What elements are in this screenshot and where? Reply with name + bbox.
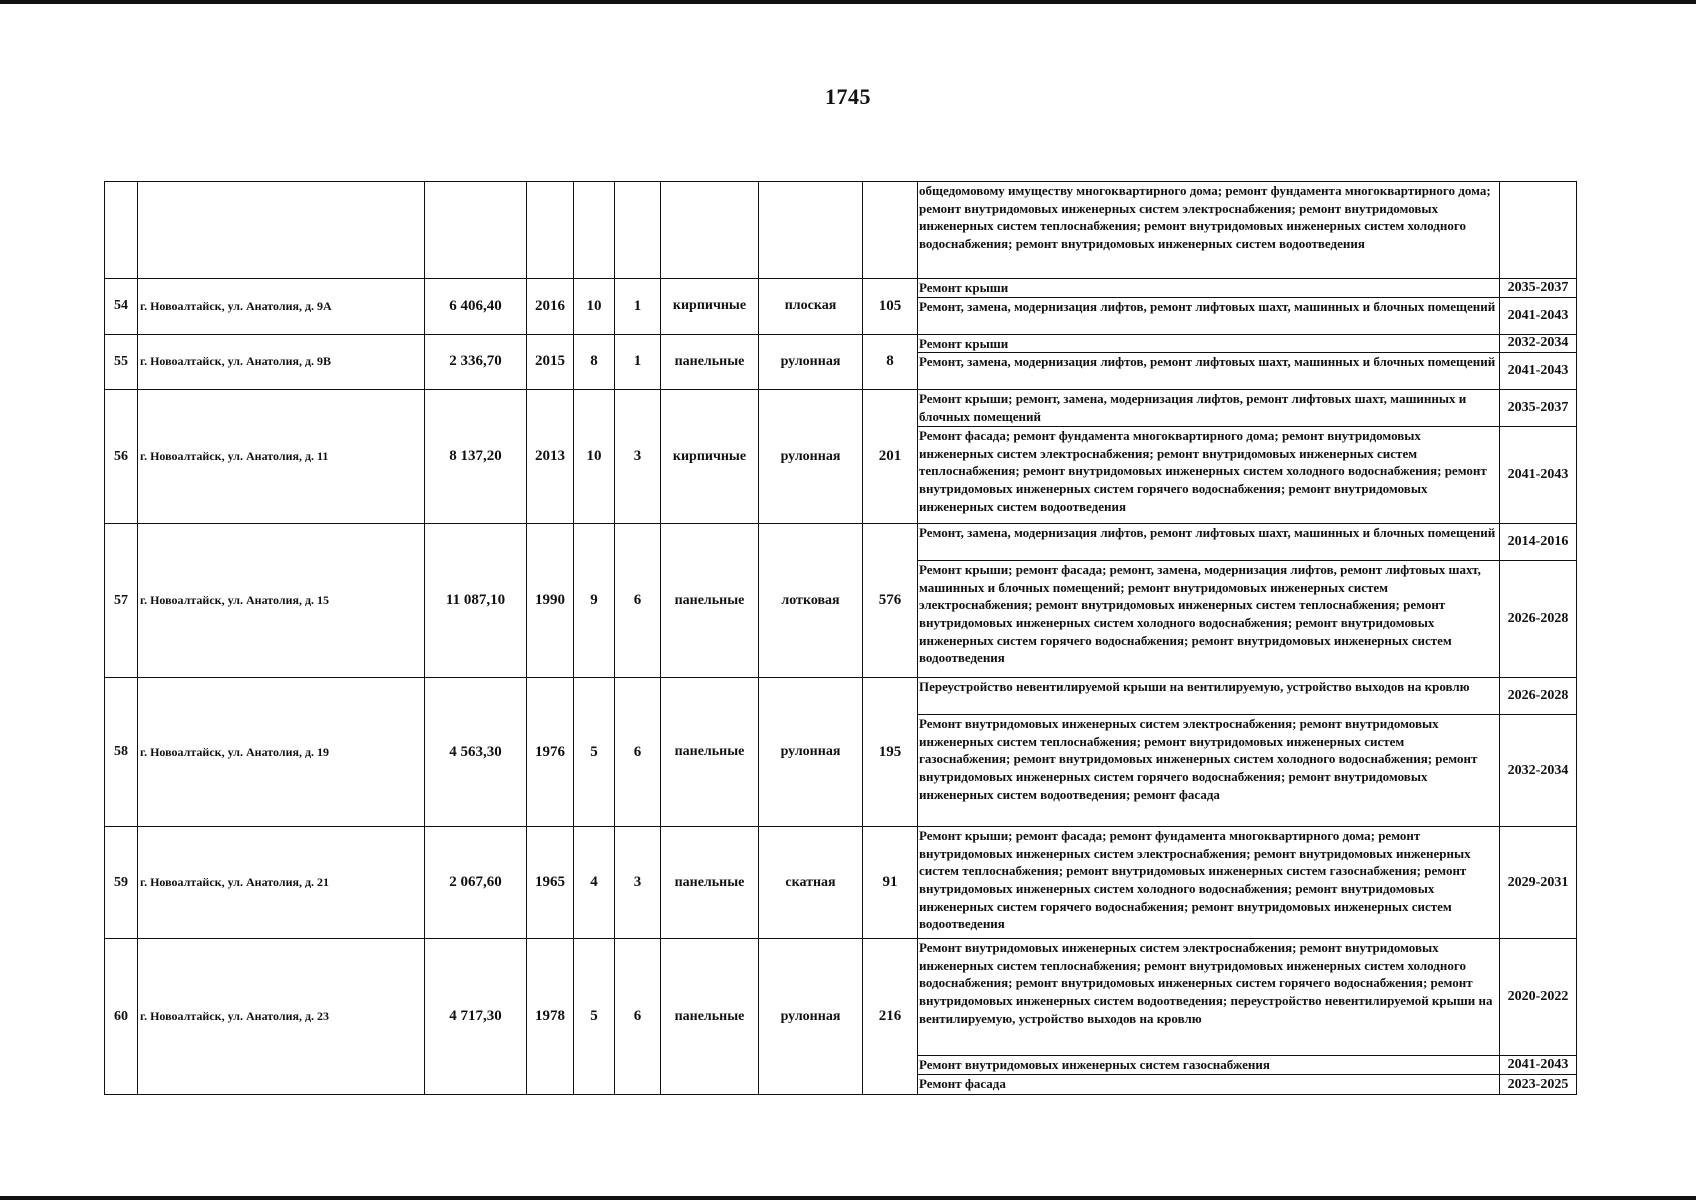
cell-address: г. Новоалтайск, ул. Анатолия, д. 9В xyxy=(138,334,425,390)
cell-num: 56 xyxy=(105,390,138,524)
cell-period: 2041-2043 xyxy=(1500,297,1577,334)
scan-top-edge xyxy=(0,0,1696,4)
cell-works: Ремонт крыши xyxy=(918,334,1500,353)
table-row xyxy=(105,279,1577,298)
cell-roof: рулонная xyxy=(759,939,863,1095)
cell-roof xyxy=(759,182,863,279)
cell-num: 54 xyxy=(105,279,138,335)
cell-roof: рулонная xyxy=(759,390,863,524)
cell-num xyxy=(105,182,138,279)
cell-roof: лотковая xyxy=(759,524,863,678)
cell-area: 8 137,20 xyxy=(425,390,527,524)
cell-flats: 195 xyxy=(863,678,918,827)
cell-area: 11 087,10 xyxy=(425,524,527,678)
cell-walls: панельные xyxy=(661,334,759,390)
cell-walls: кирпичные xyxy=(661,390,759,524)
cell-num: 60 xyxy=(105,939,138,1095)
cell-period: 2029-2031 xyxy=(1500,827,1577,939)
cell-area: 6 406,40 xyxy=(425,279,527,335)
cell-works: Ремонт крыши; ремонт фасада; ремонт, замена, модернизация лифтов, ремонт лифтовых шахт, машинных и блочных помещений; ремонт внутридомовых инженерных систем электроснабжения; ремонт внутридомовых инженерных систем теплоснабжения; ремонт внутридомовых инженерных систем холодного водоснабжения; ремонт внутридомовых инженерных систем горячего водоснабжения; ремонт внутридомовых инженерных систем водоотведения xyxy=(918,561,1500,678)
cell-period: 2023-2025 xyxy=(1500,1075,1577,1095)
cell-floors: 5 xyxy=(574,939,615,1095)
cell-works: Ремонт, замена, модернизация лифтов, ремонт лифтовых шахт, машинных и блочных помещений xyxy=(918,524,1500,561)
cell-flats xyxy=(863,182,918,279)
cell-area: 4 717,30 xyxy=(425,939,527,1095)
cell-period: 2026-2028 xyxy=(1500,678,1577,715)
cell-works: Ремонт внутридомовых инженерных систем электроснабжения; ремонт внутридомовых инженерных систем теплоснабжения; ремонт внутридомовых инженерных систем газоснабжения; ремонт внутридомовых инженерных систем холодного водоснабжения; ремонт внутридомовых инженерных систем горячего водоснабжения; ремонт внутридомовых инженерных систем водоотведения; ремонт фасада xyxy=(918,715,1500,827)
cell-works: общедомовому имуществу многоквартирного дома; ремонт фундамента многоквартирного дома; ремонт внутридомовых инженерных систем электроснабжения; ремонт внутридомовых инженерных систем теплоснабжения; ремонт внутридомовых инженерных систем холодного водоснабжения; ремонт внутридомовых инженерных систем водоотведения xyxy=(918,182,1500,279)
cell-area: 4 563,30 xyxy=(425,678,527,827)
cell-year: 1978 xyxy=(527,939,574,1095)
cell-address: г. Новоалтайск, ул. Анатолия, д. 9А xyxy=(138,279,425,335)
table-row xyxy=(105,524,1577,561)
cell-flats: 201 xyxy=(863,390,918,524)
cell-floors: 9 xyxy=(574,524,615,678)
cell-roof: плоская xyxy=(759,279,863,335)
cell-floors: 8 xyxy=(574,334,615,390)
cell-num: 57 xyxy=(105,524,138,678)
cell-num: 59 xyxy=(105,827,138,939)
cell-works: Ремонт фасада xyxy=(918,1075,1500,1095)
cell-flats: 91 xyxy=(863,827,918,939)
cell-flats: 8 xyxy=(863,334,918,390)
table-row xyxy=(105,390,1577,427)
cell-roof: скатная xyxy=(759,827,863,939)
cell-entrances: 3 xyxy=(615,390,661,524)
cell-period: 2041-2043 xyxy=(1500,427,1577,524)
cell-flats: 216 xyxy=(863,939,918,1095)
cell-period: 2032-2034 xyxy=(1500,715,1577,827)
cell-period: 2032-2034 xyxy=(1500,334,1577,353)
cell-works: Ремонт крыши; ремонт фасада; ремонт фундамента многоквартирного дома; ремонт внутридомовых инженерных систем электроснабжения; ремонт внутридомовых инженерных систем теплоснабжения; ремонт внутридомовых инженерных систем газоснабжения; ремонт внутридомовых инженерных систем холодного водоснабжения; ремонт внутридомовых инженерных систем горячего водоснабжения; ремонт внутридомовых инженерных систем водоотведения xyxy=(918,827,1500,939)
table-row xyxy=(105,678,1577,715)
cell-flats: 576 xyxy=(863,524,918,678)
cell-entrances: 1 xyxy=(615,334,661,390)
cell-works: Ремонт, замена, модернизация лифтов, ремонт лифтовых шахт, машинных и блочных помещений xyxy=(918,353,1500,390)
cell-entrances xyxy=(615,182,661,279)
cell-year: 2016 xyxy=(527,279,574,335)
cell-period: 2035-2037 xyxy=(1500,390,1577,427)
cell-period: 2020-2022 xyxy=(1500,939,1577,1056)
cell-roof: рулонная xyxy=(759,334,863,390)
cell-year: 1990 xyxy=(527,524,574,678)
cell-works: Ремонт, замена, модернизация лифтов, ремонт лифтовых шахт, машинных и блочных помещений xyxy=(918,297,1500,334)
cell-floors: 4 xyxy=(574,827,615,939)
cell-works: Ремонт фасада; ремонт фундамента многоквартирного дома; ремонт внутридомовых инженерных систем электроснабжения; ремонт внутридомовых инженерных систем теплоснабжения; ремонт внутридомовых инженерных систем холодного водоснабжения; ремонт внутридомовых инженерных систем горячего водоснабжения; ремонт внутридомовых инженерных систем водоотведения xyxy=(918,427,1500,524)
cell-address: г. Новоалтайск, ул. Анатолия, д. 23 xyxy=(138,939,425,1095)
cell-year: 1976 xyxy=(527,678,574,827)
cell-walls: панельные xyxy=(661,939,759,1095)
cell-floors: 5 xyxy=(574,678,615,827)
cell-address: г. Новоалтайск, ул. Анатолия, д. 11 xyxy=(138,390,425,524)
cell-year: 2013 xyxy=(527,390,574,524)
cell-walls xyxy=(661,182,759,279)
page-number: 1745 xyxy=(825,84,871,109)
table-row xyxy=(105,334,1577,353)
cell-num: 55 xyxy=(105,334,138,390)
cell-num: 58 xyxy=(105,678,138,827)
cell-year xyxy=(527,182,574,279)
cell-floors xyxy=(574,182,615,279)
cell-address: г. Новоалтайск, ул. Анатолия, д. 19 xyxy=(138,678,425,827)
cell-works: Ремонт внутридомовых инженерных систем газоснабжения xyxy=(918,1056,1500,1075)
cell-works: Ремонт внутридомовых инженерных систем электроснабжения; ремонт внутридомовых инженерных систем теплоснабжения; ремонт внутридомовых инженерных систем холодного водоснабжения; ремонт внутридомовых инженерных систем горячего водоснабжения; ремонт внутридомовых инженерных систем водоотведения; переустройство невентилируемой крыши на вентилируемую, устройство выходов на кровлю xyxy=(918,939,1500,1056)
cell-period: 2014-2016 xyxy=(1500,524,1577,561)
cell-address: г. Новоалтайск, ул. Анатолия, д. 15 xyxy=(138,524,425,678)
cell-area: 2 336,70 xyxy=(425,334,527,390)
cell-works: Ремонт крыши xyxy=(918,279,1500,298)
cell-address: г. Новоалтайск, ул. Анатолия, д. 21 xyxy=(138,827,425,939)
cell-period: 2041-2043 xyxy=(1500,1056,1577,1075)
cell-flats: 105 xyxy=(863,279,918,335)
table-row xyxy=(105,827,1577,939)
cell-works: Переустройство невентилируемой крыши на вентилируемую, устройство выходов на кровлю xyxy=(918,678,1500,715)
continuation-row xyxy=(105,182,1577,279)
cell-walls: панельные xyxy=(661,524,759,678)
cell-entrances: 6 xyxy=(615,524,661,678)
cell-period xyxy=(1500,182,1577,279)
cell-entrances: 3 xyxy=(615,827,661,939)
cell-address xyxy=(138,182,425,279)
cell-year: 2015 xyxy=(527,334,574,390)
cell-area xyxy=(425,182,527,279)
cell-walls: кирпичные xyxy=(661,279,759,335)
cell-floors: 10 xyxy=(574,279,615,335)
cell-entrances: 6 xyxy=(615,678,661,827)
capital-repair-table xyxy=(104,181,1577,1095)
table-row xyxy=(105,939,1577,1056)
cell-roof: рулонная xyxy=(759,678,863,827)
cell-period: 2041-2043 xyxy=(1500,353,1577,390)
cell-works: Ремонт крыши; ремонт, замена, модернизация лифтов, ремонт лифтовых шахт, машинных и блочных помещений xyxy=(918,390,1500,427)
cell-walls: панельные xyxy=(661,827,759,939)
scan-bottom-edge xyxy=(0,1196,1696,1200)
cell-year: 1965 xyxy=(527,827,574,939)
cell-period: 2035-2037 xyxy=(1500,279,1577,298)
cell-floors: 10 xyxy=(574,390,615,524)
cell-walls: панельные xyxy=(661,678,759,827)
cell-entrances: 1 xyxy=(615,279,661,335)
cell-period: 2026-2028 xyxy=(1500,561,1577,678)
cell-area: 2 067,60 xyxy=(425,827,527,939)
cell-entrances: 6 xyxy=(615,939,661,1095)
